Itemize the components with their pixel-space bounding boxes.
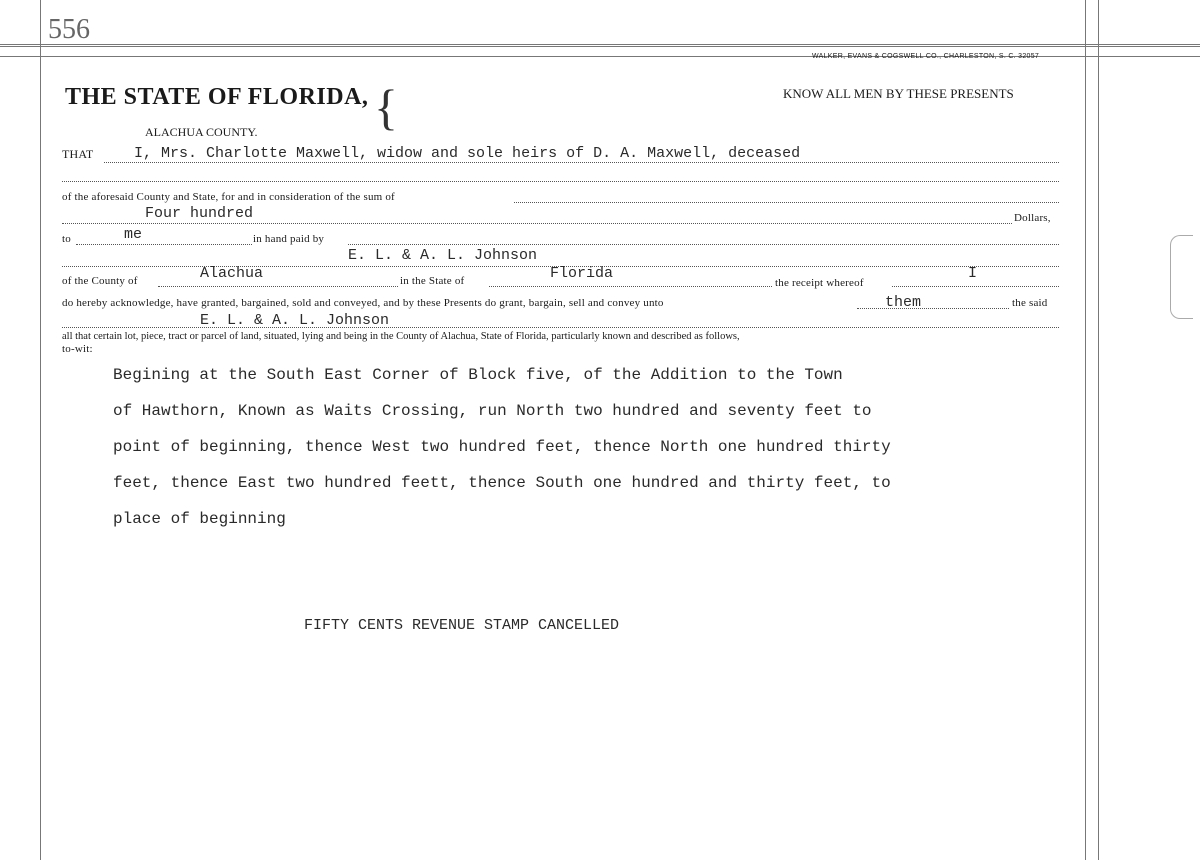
grantees-entry: E. L. & A. L. Johnson bbox=[200, 312, 390, 329]
description-line-2: of Hawthorn, Known as Waits Crossing, run North two hundred and seventy feet to bbox=[113, 402, 872, 420]
sum-rule bbox=[62, 223, 1012, 224]
state-of-label: in the State of bbox=[400, 275, 465, 287]
the-said-label: the said bbox=[1012, 297, 1048, 309]
state-rule bbox=[489, 286, 772, 287]
convey-unto-entry: them bbox=[885, 294, 922, 311]
acknowledge-text: do hereby acknowledge, have granted, bargained, sold and conveyed, and by these Presents do grant, bargain, sell and convey unto bbox=[62, 297, 664, 309]
page-number: 556 bbox=[48, 14, 90, 45]
in-hand-label: in hand paid by bbox=[253, 233, 325, 245]
paid-by-entry: E. L. & A. L. Johnson bbox=[348, 247, 538, 264]
convey-rule bbox=[857, 308, 1009, 309]
grantor-rule bbox=[104, 162, 1059, 163]
left-margin-line bbox=[40, 0, 41, 860]
state-entry: Florida bbox=[550, 265, 614, 282]
know-all-heading: KNOW ALL MEN BY THESE PRESENTS bbox=[783, 86, 1014, 101]
sum-entry: Four hundred bbox=[145, 205, 254, 222]
state-title: THE STATE OF FLORIDA, bbox=[65, 84, 369, 110]
blank-rule bbox=[62, 181, 1059, 182]
paid-by-rule bbox=[348, 244, 1059, 245]
that-label: THAT bbox=[62, 147, 94, 161]
printer-imprint: WALKER, EVANS & COGSWELL CO., CHARLESTON, S. C. 32057 bbox=[812, 53, 1040, 60]
county-heading: ALACHUA COUNTY. bbox=[145, 125, 258, 139]
dollars-label: Dollars, bbox=[1014, 212, 1051, 224]
county-of-label: of the County of bbox=[62, 275, 138, 287]
grantor-entry: I, Mrs. Charlotte Maxwell, widow and sole heirs of D. A. Maxwell, deceased bbox=[134, 145, 801, 162]
receipt-label: the receipt whereof bbox=[775, 277, 864, 289]
top-border-line bbox=[0, 44, 1200, 47]
right-margin-line bbox=[1085, 0, 1086, 860]
binding-clip bbox=[1170, 235, 1193, 319]
tract-text: all that certain lot, piece, tract or parcel of land, situated, lying and being in the County of Alachua, State of Florida, particularly known and described as follows, bbox=[62, 331, 740, 342]
revenue-stamp-note: FIFTY CENTS REVENUE STAMP CANCELLED bbox=[304, 617, 620, 634]
right-edge-line bbox=[1098, 0, 1099, 860]
paid-to-rule bbox=[76, 244, 252, 245]
description-line-1: Begining at the South East Corner of Block five, of the Addition to the Town bbox=[113, 366, 843, 384]
description-line-3: point of beginning, thence West two hundred feet, thence North one hundred thirty bbox=[113, 438, 891, 456]
receipt-entry: I bbox=[968, 265, 978, 282]
paid-to-entry: me bbox=[124, 226, 143, 243]
county-entry: Alachua bbox=[200, 265, 264, 282]
to-wit-label: to-wit: bbox=[62, 343, 93, 355]
description-line-5: place of beginning bbox=[113, 510, 286, 528]
to-label: to bbox=[62, 233, 71, 245]
county-rule bbox=[158, 286, 398, 287]
description-line-4: feet, thence East two hundred feett, thence South one hundred and thirty feet, to bbox=[113, 474, 891, 492]
receipt-rule bbox=[892, 286, 1059, 287]
consideration-text: of the aforesaid County and State, for and in consideration of the sum of bbox=[62, 191, 395, 203]
consideration-rule bbox=[514, 202, 1059, 203]
brace: { bbox=[374, 79, 398, 135]
